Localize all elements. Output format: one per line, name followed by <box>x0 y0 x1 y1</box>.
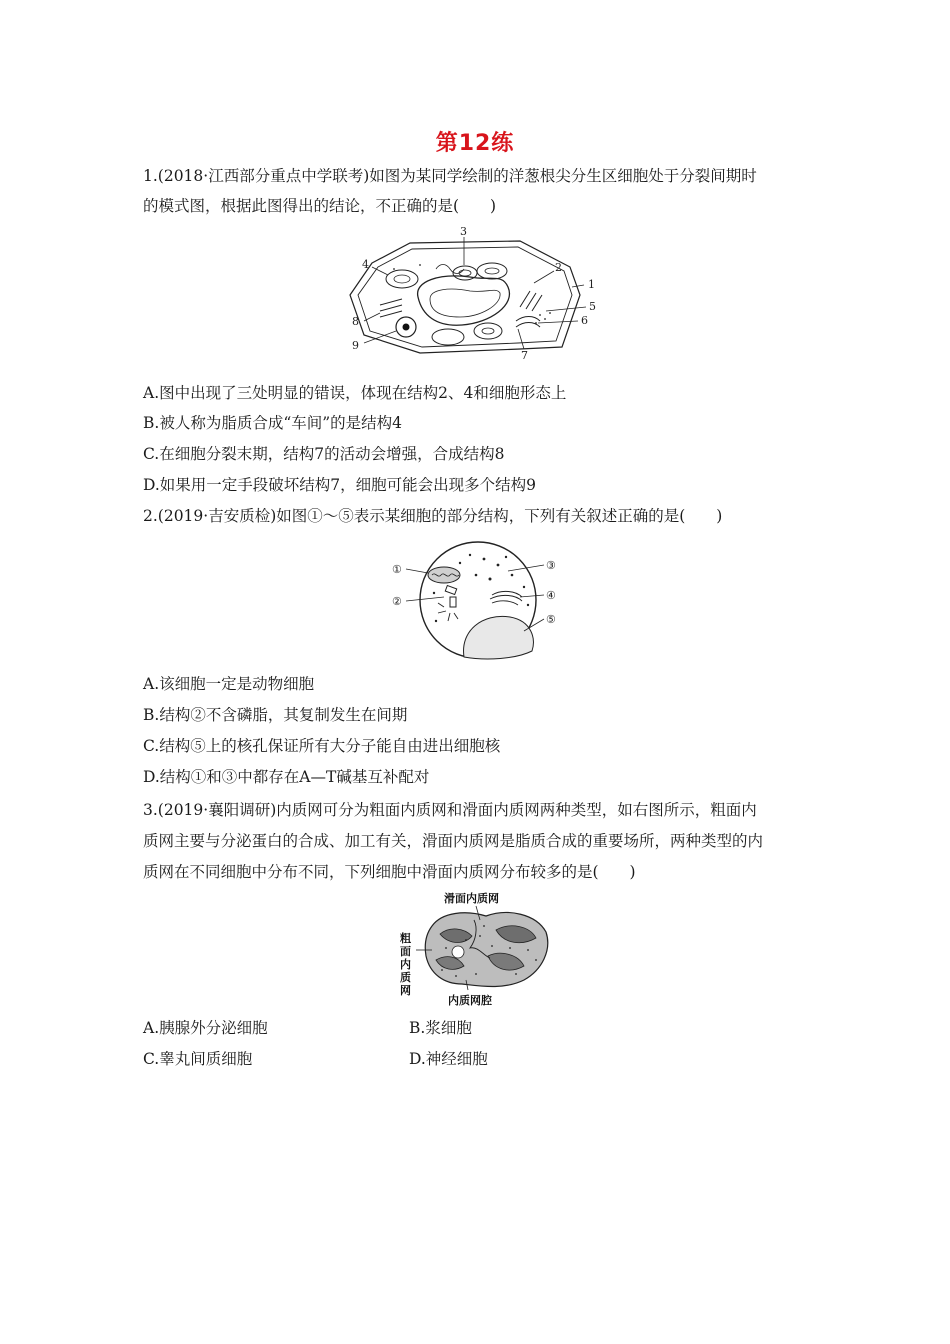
q2-option-b: B.结构②不含磷脂，其复制发生在间期 <box>143 706 408 724</box>
q1-label-4: 4 <box>362 258 369 271</box>
q3-label-rough-er-2: 面 <box>400 945 411 958</box>
q3-option-b: B.浆细胞 <box>409 1019 472 1037</box>
q2-label-1: ① <box>392 563 402 576</box>
q2-option-d: D.结构①和③中都存在A—T碱基互补配对 <box>143 768 430 786</box>
q1-label-1: 1 <box>588 278 595 291</box>
q1-label-2: 2 <box>555 261 562 274</box>
q1-plant-cell-figure <box>340 225 610 365</box>
q2-option-c: C.结构⑤上的核孔保证所有大分子能自由进出细胞核 <box>143 737 501 755</box>
q3-stem-line3: 质网在不同细胞中分布不同，下列细胞中滑面内质网分布较多的是( ) <box>143 863 636 881</box>
q3-stem-line2: 质网主要与分泌蛋白的合成、加工有关，滑面内质网是脂质合成的重要场所，两种类型的内 <box>143 832 764 850</box>
q3-label-smooth-er: 滑面内质网 <box>444 892 499 905</box>
q3-label-rough-er-3: 内 <box>400 958 411 971</box>
q1-option-a: A.图中出现了三处明显的错误，体现在结构2、4和细胞形态上 <box>143 384 567 402</box>
q2-label-2: ② <box>392 595 402 608</box>
q1-stem-line1: 1.(2018·江西部分重点中学联考)如图为某同学绘制的洋葱根尖分生区细胞处于分裂间期时 <box>143 167 757 185</box>
q2-label-3: ③ <box>546 559 556 572</box>
q1-label-8: 8 <box>352 315 359 328</box>
q3-option-d: D.神经细胞 <box>409 1050 488 1068</box>
q1-stem-line2: 的模式图，根据此图得出的结论，不正确的是( ) <box>143 197 497 215</box>
q2-stem: 2.(2019·吉安质检)如图①～⑤表示某细胞的部分结构，下列有关叙述正确的是( ) <box>143 507 723 525</box>
q3-er-figure <box>396 890 556 1010</box>
q3-stem-line1: 3.(2019·襄阳调研)内质网可分为粗面内质网和滑面内质网两种类型，如右图所示，粗面内 <box>143 801 757 819</box>
q2-option-a: A.该细胞一定是动物细胞 <box>143 675 315 693</box>
q1-label-3: 3 <box>460 225 467 238</box>
q3-label-rough-er-5: 网 <box>400 984 411 997</box>
q1-option-b: B.被人称为脂质合成“车间”的是结构4 <box>143 414 403 432</box>
q3-option-c: C.睾丸间质细胞 <box>143 1050 253 1068</box>
q1-label-7: 7 <box>521 349 528 362</box>
q1-label-9: 9 <box>352 339 359 352</box>
q3-label-er-lumen: 内质网腔 <box>448 994 492 1007</box>
q1-option-d: D.如果用一定手段破坏结构7，细胞可能会出现多个结构9 <box>143 476 537 494</box>
q3-option-a: A.胰腺外分泌细胞 <box>143 1019 268 1037</box>
q3-label-rough-er-1: 粗 <box>400 932 411 945</box>
q2-label-5: ⑤ <box>546 613 556 626</box>
q2-cell-figure <box>386 535 566 665</box>
q3-label-rough-er-4: 质 <box>400 971 411 984</box>
q1-label-5: 5 <box>589 300 596 313</box>
q1-label-6: 6 <box>581 314 588 327</box>
page-title: 第12练 <box>435 131 515 156</box>
q2-label-4: ④ <box>546 589 556 602</box>
q1-option-c: C.在细胞分裂末期，结构7的活动会增强，合成结构8 <box>143 445 505 463</box>
